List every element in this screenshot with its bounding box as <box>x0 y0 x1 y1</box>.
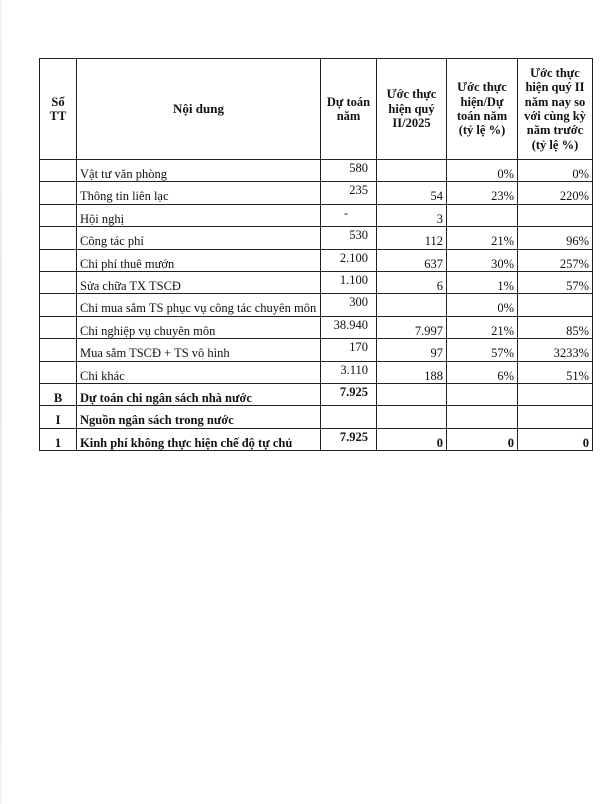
cell-plan: 7.925 <box>321 428 377 450</box>
cell-plan: 1.100 <box>321 271 377 293</box>
cell-plan: 300 <box>321 294 377 316</box>
cell-tt <box>40 204 77 226</box>
table-row <box>40 249 593 271</box>
cell-content: Vật tư văn phòng <box>77 160 321 182</box>
header-tt: Số TT <box>40 59 77 160</box>
cell-ratio-plan <box>447 383 518 405</box>
cell-ratio-plan: 0 <box>447 428 518 450</box>
cell-content: Kinh phí không thực hiện chế độ tự chủ <box>77 428 321 450</box>
cell-plan: 3.110 <box>321 361 377 383</box>
cell-tt: B <box>40 383 77 405</box>
cell-tt <box>40 271 77 293</box>
cell-estimate-q2: 6 <box>377 271 447 293</box>
page-edge <box>0 0 2 804</box>
cell-content: Chi nghiệp vụ chuyên môn <box>77 316 321 338</box>
cell-plan: 580 <box>321 160 377 182</box>
header-plan: Dự toán năm <box>321 59 377 160</box>
cell-ratio-plan: 0% <box>447 294 518 316</box>
table-row <box>40 227 593 249</box>
cell-plan: 530 <box>321 227 377 249</box>
cell-estimate-q2: 0 <box>377 428 447 450</box>
table-row <box>40 160 593 182</box>
cell-content: Dự toán chi ngân sách nhà nước <box>77 383 321 405</box>
cell-ratio-previous: 0 <box>518 428 593 450</box>
cell-ratio-previous: 257% <box>518 249 593 271</box>
cell-estimate-q2: 637 <box>377 249 447 271</box>
cell-content: Chi khác <box>77 361 321 383</box>
cell-ratio-plan: 1% <box>447 271 518 293</box>
cell-plan: 2.100 <box>321 249 377 271</box>
cell-tt <box>40 182 77 204</box>
cell-tt: I <box>40 406 77 428</box>
cell-ratio-plan: 6% <box>447 361 518 383</box>
cell-content: Chi phí thuê mướn <box>77 249 321 271</box>
table-row <box>40 406 593 428</box>
cell-ratio-previous: 51% <box>518 361 593 383</box>
cell-estimate-q2 <box>377 160 447 182</box>
header-ratio-previous: Ước thực hiện quý II năm nay so với cùng kỳ năm trước (tỷ lệ %) <box>518 59 593 160</box>
budget-table <box>39 58 593 451</box>
table-row <box>40 204 593 226</box>
table-row <box>40 383 593 405</box>
cell-plan: 235 <box>321 182 377 204</box>
cell-estimate-q2 <box>377 294 447 316</box>
cell-content: Hội nghị <box>77 204 321 226</box>
cell-content: Nguồn ngân sách trong nước <box>77 406 321 428</box>
table-row <box>40 361 593 383</box>
cell-estimate-q2 <box>377 406 447 428</box>
cell-ratio-plan <box>447 406 518 428</box>
table-body <box>40 160 593 451</box>
cell-ratio-previous: 220% <box>518 182 593 204</box>
cell-tt <box>40 227 77 249</box>
cell-content: Công tác phí <box>77 227 321 249</box>
table-row <box>40 428 593 450</box>
cell-ratio-previous: 85% <box>518 316 593 338</box>
cell-ratio-plan: 30% <box>447 249 518 271</box>
table-row <box>40 316 593 338</box>
cell-content: Sửa chữa TX TSCĐ <box>77 271 321 293</box>
cell-ratio-plan: 57% <box>447 339 518 361</box>
cell-estimate-q2 <box>377 383 447 405</box>
cell-content: Thông tin liên lạc <box>77 182 321 204</box>
cell-plan <box>321 406 377 428</box>
cell-tt <box>40 361 77 383</box>
cell-content: Mua sắm TSCĐ + TS vô hình <box>77 339 321 361</box>
cell-tt <box>40 249 77 271</box>
cell-estimate-q2: 7.997 <box>377 316 447 338</box>
cell-ratio-previous <box>518 406 593 428</box>
table-row <box>40 339 593 361</box>
cell-tt <box>40 316 77 338</box>
header-ratio-plan: Ước thực hiện/Dự toán năm (tỷ lệ %) <box>447 59 518 160</box>
cell-ratio-previous <box>518 383 593 405</box>
cell-ratio-previous <box>518 294 593 316</box>
cell-tt: 1 <box>40 428 77 450</box>
cell-ratio-plan <box>447 204 518 226</box>
header-estimate-q2: Ước thực hiện quý II/2025 <box>377 59 447 160</box>
cell-estimate-q2: 188 <box>377 361 447 383</box>
cell-estimate-q2: 3 <box>377 204 447 226</box>
cell-ratio-plan: 0% <box>447 160 518 182</box>
cell-ratio-previous: 0% <box>518 160 593 182</box>
cell-ratio-plan: 21% <box>447 227 518 249</box>
header-content: Nội dung <box>77 59 321 160</box>
cell-ratio-plan: 23% <box>447 182 518 204</box>
cell-tt <box>40 339 77 361</box>
cell-plan: - <box>321 204 377 226</box>
cell-tt <box>40 294 77 316</box>
table-row <box>40 271 593 293</box>
cell-ratio-previous: 57% <box>518 271 593 293</box>
cell-estimate-q2: 97 <box>377 339 447 361</box>
header-row <box>40 59 593 160</box>
cell-ratio-previous: 3233% <box>518 339 593 361</box>
cell-content: Chi mua sắm TS phục vụ công tác chuyên môn <box>77 294 321 316</box>
cell-ratio-plan: 21% <box>447 316 518 338</box>
cell-ratio-previous: 96% <box>518 227 593 249</box>
cell-estimate-q2: 112 <box>377 227 447 249</box>
cell-tt <box>40 160 77 182</box>
cell-estimate-q2: 54 <box>377 182 447 204</box>
cell-plan: 170 <box>321 339 377 361</box>
cell-plan: 38.940 <box>321 316 377 338</box>
table-row <box>40 182 593 204</box>
cell-plan: 7.925 <box>321 383 377 405</box>
cell-ratio-previous <box>518 204 593 226</box>
table-row <box>40 294 593 316</box>
